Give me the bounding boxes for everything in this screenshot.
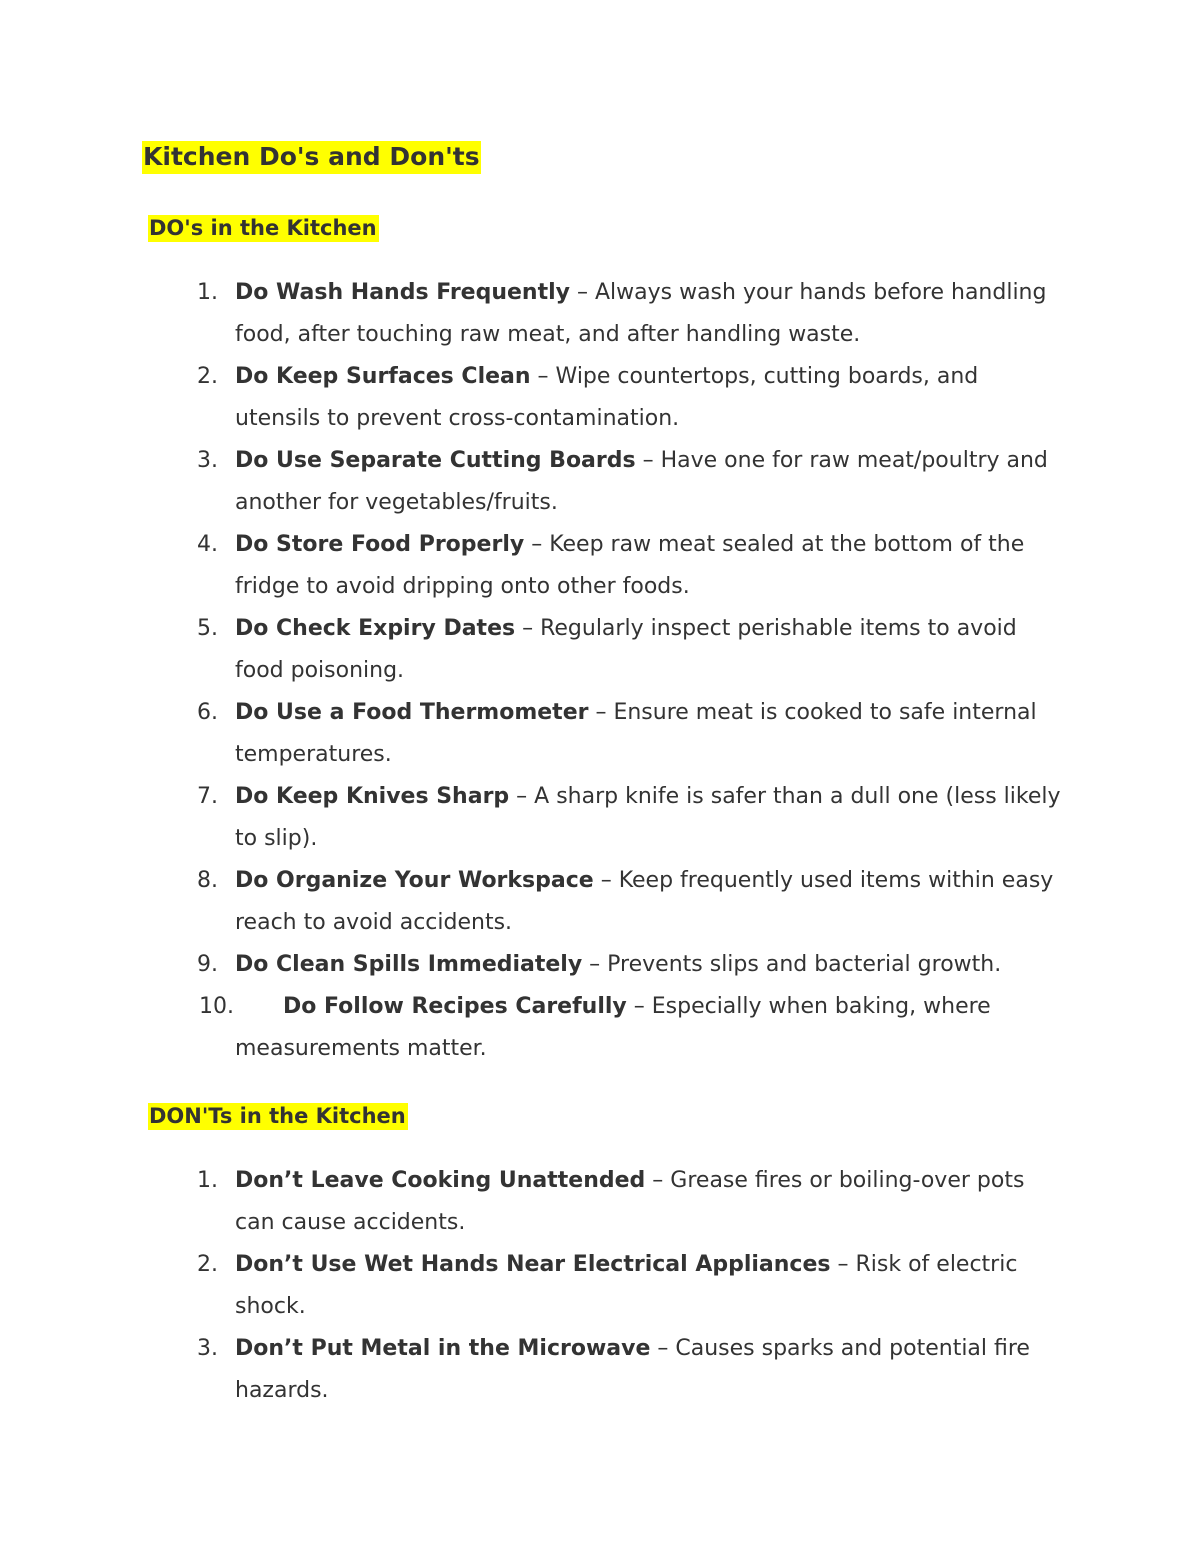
item-number: 4. — [197, 532, 218, 557]
item-term: Do Keep Knives Sharp — [235, 784, 510, 809]
item-description: – Wipe countertops, cutting boards, and utensils to prevent cross-contamination. — [235, 364, 979, 431]
item-number: 7. — [197, 784, 218, 809]
list-item — [0, 356, 1065, 440]
list-item — [0, 692, 1065, 776]
item-description: – Causes sparks and potential fire hazards. — [235, 1336, 1030, 1403]
item-number: 9. — [197, 952, 218, 977]
list-item — [0, 608, 1065, 692]
item-number: 1. — [197, 280, 218, 305]
item-term: Do Wash Hands Frequently — [235, 280, 570, 305]
item-description: – Prevents slips and bacterial growth. — [582, 952, 1002, 977]
item-term: Do Organize Your Workspace — [235, 868, 594, 893]
item-term: Do Store Food Properly — [235, 532, 525, 557]
item-description: – Keep raw meat sealed at the bottom of the fridge to avoid dripping onto other foods. — [235, 532, 1025, 599]
item-term: Do Use Separate Cutting Boards — [235, 448, 636, 473]
list-item — [0, 860, 1065, 944]
item-description: – Risk of electric shock. — [235, 1252, 1018, 1319]
item-term: Don’t Leave Cooking Unattended — [235, 1168, 646, 1193]
item-number: 10. — [199, 994, 234, 1019]
item-number: 2. — [197, 1252, 218, 1277]
dos-section-heading — [148, 213, 379, 243]
item-description: – Keep frequently used items within easy reach to avoid accidents. — [235, 868, 1054, 935]
item-term: Do Check Expiry Dates — [235, 616, 516, 641]
item-description: – Always wash your hands before handling food, after touching raw meat, and after handling waste. — [235, 280, 1047, 347]
item-description: – Ensure meat is cooked to safe internal temperatures. — [235, 700, 1037, 767]
item-term: Do Keep Surfaces Clean — [235, 364, 531, 389]
list-item — [0, 1160, 1065, 1244]
item-number: 6. — [197, 700, 218, 725]
item-number: 2. — [197, 364, 218, 389]
list-item — [0, 1328, 1065, 1412]
item-number: 8. — [197, 868, 218, 893]
item-description: – Especially when baking, where measurements matter. — [235, 994, 991, 1061]
item-number: 1. — [197, 1168, 218, 1193]
donts-heading-text: DON'Ts in the Kitchen — [149, 1104, 406, 1128]
list-item — [0, 1244, 1065, 1328]
item-description: – Grease fires or boiling-over pots can cause accidents. — [235, 1168, 1025, 1235]
list-item — [0, 272, 1065, 356]
donts-section-heading — [148, 1101, 408, 1131]
item-term: Don’t Put Metal in the Microwave — [235, 1336, 651, 1361]
list-item — [0, 986, 1065, 1070]
donts-list — [0, 1160, 1200, 1412]
page-title-text: Kitchen Do's and Don'ts — [142, 141, 481, 174]
list-item — [0, 524, 1065, 608]
item-number: 5. — [197, 616, 218, 641]
item-term: Do Use a Food Thermometer — [235, 700, 589, 725]
item-number: 3. — [197, 448, 218, 473]
item-description: – Have one for raw meat/poultry and another for vegetables/fruits. — [235, 448, 1048, 515]
item-description: – A sharp knife is safer than a dull one (less likely to slip). — [235, 784, 1061, 851]
item-term: Don’t Use Wet Hands Near Electrical Appliances — [235, 1252, 831, 1277]
list-item — [0, 776, 1065, 860]
page-title — [142, 140, 481, 174]
dos-list — [0, 272, 1200, 1070]
item-term: Do Clean Spills Immediately — [235, 952, 583, 977]
list-item — [0, 440, 1065, 524]
dos-heading-text: DO's in the Kitchen — [149, 216, 377, 240]
list-item — [0, 944, 1065, 986]
item-description: – Regularly inspect perishable items to avoid food poisoning. — [235, 616, 1017, 683]
item-term: Do Follow Recipes Carefully — [283, 994, 627, 1019]
item-number: 3. — [197, 1336, 218, 1361]
